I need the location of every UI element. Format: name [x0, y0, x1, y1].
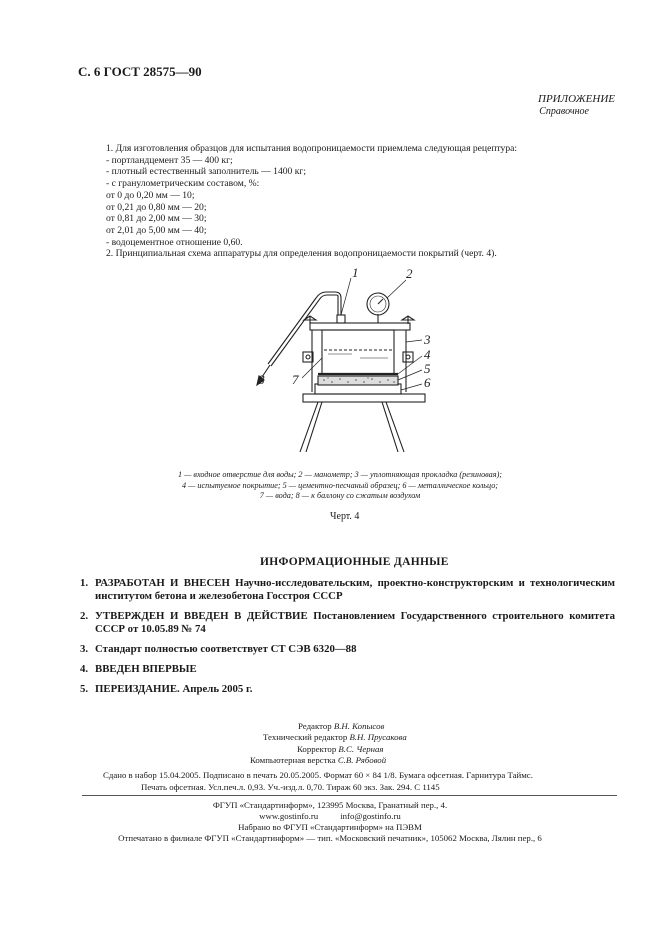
cement-sand-sample — [318, 376, 398, 385]
info-item-number: 3. — [80, 643, 89, 655]
vessel-lid — [310, 323, 410, 330]
publisher-line: www.gostinfo.ru info@gostinfo.ru — [259, 811, 401, 821]
base-plate — [303, 394, 425, 402]
legend-line: 7 — вода; 8 — к баллону со сжатым воздухом — [259, 491, 421, 501]
print-info-line: Сдано в набор 15.04.2005. Подписано в печать 20.05.2005. Формат 60 × 84 1/8. Бумага офсетная. Гарнитура Таймс. — [103, 770, 533, 780]
body-line: 1. Для изготовления образцов для испытания водопроницаемости приемлема следующая рецептура: — [106, 143, 518, 154]
credit-name: С.В. Рябовой — [337, 755, 387, 766]
body-line: от 0 до 0,20 мм — 10; — [106, 189, 195, 201]
legend-line: 4 — испытуемое покрытие; 5 — цементно-песчаный образец; 6 — металлическое кольцо; — [181, 480, 499, 490]
appendix-subtitle: Справочное — [539, 106, 589, 117]
leader-line — [341, 278, 351, 315]
info-item — [80, 683, 615, 696]
info-item — [80, 610, 615, 636]
leader-line — [401, 384, 422, 390]
page-header: С. 6 ГОСТ 28575—90 — [78, 64, 202, 79]
body-line: - водоцементное отношение 0,60. — [106, 236, 243, 248]
figure-caption: Черт. 4 — [330, 511, 360, 522]
body-line: - портландцемент 35 — 400 кг; — [106, 154, 233, 166]
publisher-info — [70, 800, 590, 844]
water-inlet — [337, 315, 345, 323]
figure-legend — [140, 470, 540, 502]
stand-leg — [306, 402, 322, 452]
legend-line: 1 — входное отверстие для воды; 2 — манометр; 3 — уплотняющая прокладка (резиновая); — [177, 470, 503, 479]
publisher-line: Набрано во ФГУП «Стандартинформ» на ПЭВМ — [238, 822, 422, 832]
credit-name: В.С. Черная — [338, 743, 384, 754]
clamp-bolt — [306, 355, 310, 359]
label-5: 5 — [424, 361, 431, 376]
info-item-text: РАЗРАБОТАН И ВНЕСЕН Научно-исследовательским, проектно-конструкторским и технологическим институтом бетона и железобетона Госстроя СССР — [95, 577, 615, 602]
credit-line — [250, 755, 394, 766]
credit-name: В.Н. Копысов — [333, 721, 385, 731]
credit-line — [297, 744, 441, 755]
info-item-number: 5. — [80, 683, 89, 695]
info-item-text: УТВЕРЖДЕН И ВВЕДЕН В ДЕЙСТВИЕ Постановлением Государственного строительного комитета СССР от 10.05.89 № 74 — [95, 610, 615, 635]
info-item-text: ВВЕДЕН ВПЕРВЫЕ — [95, 663, 197, 675]
leader-line — [406, 340, 422, 342]
label-8: 8 — [258, 372, 265, 387]
credit-role: Компьютерная верстка — [250, 755, 336, 766]
body-line: от 0,21 до 0,80 мм — 20; — [106, 201, 207, 213]
info-title: ИНФОРМАЦИОННЫЕ ДАННЫЕ — [260, 556, 449, 568]
stand-leg — [300, 402, 318, 452]
credit-line — [263, 732, 407, 743]
credit-role: Технический редактор — [263, 732, 348, 743]
label-3: 3 — [424, 332, 431, 347]
right-clamp — [403, 352, 413, 362]
vessel — [322, 330, 394, 374]
body-line: - плотный естественный заполнитель — 1400 кг; — [106, 166, 306, 178]
info-item-text: ПЕРЕИЗДАНИЕ. Апрель 2005 г. — [95, 683, 253, 695]
apparatus-diagram — [240, 268, 440, 458]
body-line: 2. Принципиальная схема аппаратуры для определения водопроницаемости покрытий (черт. 4). — [106, 248, 497, 260]
body-line: - с гранулометрическим составом, %: — [106, 178, 260, 190]
label-7: 7 — [292, 372, 299, 387]
manometer-needle — [378, 299, 383, 304]
credit-role: Редактор — [298, 721, 332, 731]
credit-role: Корректор — [297, 743, 337, 754]
appendix-title: ПРИЛОЖЕНИЕ — [538, 93, 615, 105]
body-line: от 2,01 до 5,00 мм — 40; — [106, 224, 207, 236]
info-item — [80, 577, 615, 603]
publisher-line: Отпечатано в филиале ФГУП «Стандартинформ» — тип. «Московский печатник», 105062 Москва, Лялин пер., 6 — [118, 833, 542, 843]
label-4: 4 — [424, 347, 431, 362]
info-item — [80, 643, 615, 656]
info-item-number: 1. — [80, 577, 89, 589]
appendix-body — [106, 143, 517, 260]
label-1: 1 — [352, 268, 359, 280]
info-item-number: 4. — [80, 663, 89, 675]
stand-leg — [382, 402, 398, 452]
leader-line — [387, 280, 406, 298]
print-info-line: Печать офсетная. Усл.печ.л. 0,93. Уч.-изд.л. 0,70. Тираж 60 экз. Зак. 294. С 1145 — [141, 782, 440, 792]
info-item-text: Стандарт полностью соответствует СТ СЭВ 6320—88 — [95, 643, 357, 655]
label-2: 2 — [406, 268, 413, 281]
stand-leg — [386, 402, 404, 452]
info-item — [80, 663, 615, 676]
clamp-bolt — [406, 355, 410, 359]
air-pipe — [268, 292, 341, 364]
divider — [82, 795, 617, 796]
credits — [250, 721, 407, 767]
label-6: 6 — [424, 375, 431, 390]
publisher-line: ФГУП «Стандартинформ», 123995 Москва, Гранатный пер., 4. — [212, 800, 448, 810]
credit-line — [298, 721, 442, 732]
info-list — [80, 577, 615, 703]
body-line: от 0,81 до 2,00 мм — 30; — [106, 213, 207, 225]
credit-name: В.Н. Прусакова — [349, 732, 407, 743]
info-item-number: 2. — [80, 610, 89, 622]
